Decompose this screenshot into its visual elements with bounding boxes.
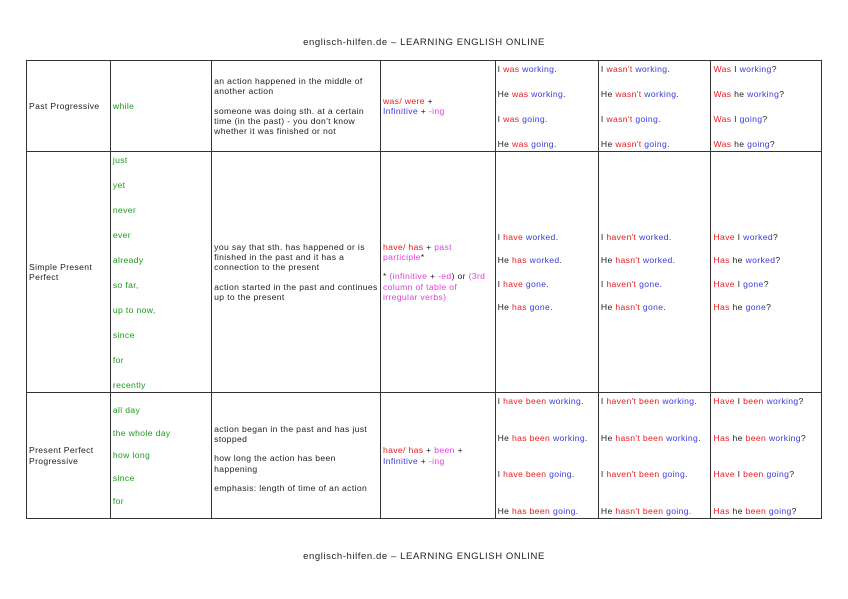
signal-word: for bbox=[112, 495, 124, 506]
signal-word: while bbox=[112, 100, 135, 111]
example-sentence bbox=[713, 64, 819, 74]
form-note-or: ) or bbox=[451, 271, 466, 282]
sentence-aux: haven't bbox=[606, 232, 637, 243]
page-header: englisch-hilfen.de – LEARNING ENGLISH ONLINE bbox=[303, 37, 545, 48]
form-note-star: * bbox=[382, 271, 387, 282]
sentence-verb: going bbox=[666, 505, 689, 516]
form-main: Infinitive bbox=[382, 106, 419, 116]
sentence-end: . bbox=[550, 301, 553, 312]
example-sentence bbox=[498, 433, 596, 443]
sentence-aux: wasn't bbox=[606, 64, 633, 74]
form-cell bbox=[380, 393, 495, 519]
use-item: action started in the past and continues up to the present bbox=[214, 282, 378, 303]
question-end: ? bbox=[791, 505, 797, 516]
question-end: ? bbox=[775, 255, 781, 266]
sentence-subject: He bbox=[600, 138, 613, 149]
sentence-subject: I bbox=[600, 396, 604, 406]
sentence-verb: going bbox=[549, 469, 572, 480]
sentence-subject: He bbox=[497, 88, 510, 99]
question-end: ? bbox=[766, 301, 772, 312]
question-end: ? bbox=[763, 278, 769, 289]
question-aux: Has bbox=[713, 505, 730, 516]
sentence-end: . bbox=[554, 64, 557, 74]
sentence-end: . bbox=[546, 278, 550, 289]
question-end: ? bbox=[771, 64, 777, 74]
example-sentence bbox=[601, 64, 709, 74]
example-sentence bbox=[601, 469, 709, 479]
sentence-end: . bbox=[667, 64, 671, 74]
signal-word: how long bbox=[112, 450, 151, 461]
signal-words-cell bbox=[110, 61, 211, 152]
sentence-aux: has been bbox=[512, 505, 551, 516]
sentence-subject: I bbox=[497, 232, 501, 243]
sentence-verb: working bbox=[662, 396, 695, 406]
form-cell bbox=[380, 152, 495, 393]
question-subject: he bbox=[732, 301, 743, 312]
example-sentence bbox=[498, 64, 596, 74]
use-item: action began in the past and has just stopped bbox=[214, 424, 368, 445]
question-end: ? bbox=[769, 138, 776, 149]
question-verb: going bbox=[739, 113, 763, 124]
example-sentence bbox=[601, 433, 709, 443]
signal-words-cell bbox=[110, 393, 211, 519]
tense-name: Present Perfect Progressive bbox=[27, 393, 111, 519]
question-subject: I bbox=[737, 469, 741, 480]
question-aux: Was bbox=[713, 88, 732, 99]
table-row-past-progressive bbox=[27, 61, 822, 152]
signal-word: all day bbox=[112, 405, 141, 415]
sentence-subject: He bbox=[600, 432, 613, 443]
sentence-end: . bbox=[663, 301, 667, 312]
sentence-end: . bbox=[668, 232, 672, 243]
signal-word: never bbox=[112, 204, 137, 215]
signal-word: already bbox=[112, 254, 144, 265]
example-sentence bbox=[601, 89, 709, 99]
sentence-subject: I bbox=[497, 396, 501, 406]
signal-word: since bbox=[112, 473, 135, 484]
sentence-aux: was bbox=[503, 113, 520, 124]
affirmative-cell bbox=[495, 152, 598, 393]
sentence-verb: going bbox=[531, 138, 554, 149]
question-verb: working bbox=[766, 396, 799, 406]
sentence-subject: He bbox=[600, 88, 613, 99]
signal-word: yet bbox=[112, 179, 126, 190]
example-sentence bbox=[713, 506, 819, 516]
example-sentence bbox=[713, 433, 819, 443]
sentence-end: . bbox=[555, 232, 559, 243]
signal-words-cell bbox=[110, 152, 211, 393]
sentence-verb: working bbox=[531, 88, 564, 99]
sentence-subject: He bbox=[600, 301, 613, 312]
signal-word: for bbox=[112, 354, 124, 365]
sentence-verb: working bbox=[522, 64, 555, 74]
form-star: * bbox=[420, 252, 425, 263]
sentence-verb: gone bbox=[529, 301, 551, 312]
sentence-end: . bbox=[667, 138, 670, 149]
signal-word: so far, bbox=[112, 279, 139, 290]
use-item: an action happened in the middle of another action bbox=[214, 75, 363, 96]
example-sentence bbox=[713, 139, 819, 149]
question-aux: Has bbox=[713, 432, 730, 443]
form-aux: have/ has bbox=[382, 242, 424, 253]
form-ending: -ing bbox=[428, 455, 445, 466]
form-plus: + bbox=[427, 95, 433, 106]
sentence-end: . bbox=[544, 113, 548, 124]
question-subject: he bbox=[732, 505, 743, 516]
sentence-subject: I bbox=[497, 278, 501, 289]
question-verb: gone bbox=[743, 278, 764, 289]
example-sentence bbox=[498, 89, 596, 99]
sentence-aux: was bbox=[512, 138, 529, 149]
negative-cell bbox=[598, 393, 711, 519]
sentence-subject: He bbox=[497, 505, 510, 516]
sentence-end: . bbox=[698, 432, 701, 443]
sentence-end: . bbox=[575, 505, 579, 516]
form-cell bbox=[380, 61, 495, 152]
example-sentence bbox=[713, 302, 819, 312]
question-end: ? bbox=[798, 396, 804, 406]
form-note-column: (3rd column of table of irregular verbs) bbox=[382, 271, 486, 302]
sentence-subject: I bbox=[600, 278, 604, 289]
sentence-subject: I bbox=[600, 232, 604, 243]
example-sentence bbox=[498, 114, 596, 124]
question-end: ? bbox=[800, 432, 807, 443]
question-verb: going bbox=[747, 138, 770, 149]
question-end: ? bbox=[779, 88, 785, 99]
form-plus: + bbox=[457, 445, 463, 456]
example-sentence bbox=[601, 255, 709, 265]
example-sentence bbox=[498, 255, 596, 265]
sentence-subject: He bbox=[600, 255, 613, 266]
signal-word: just bbox=[112, 155, 128, 165]
example-sentence bbox=[498, 139, 596, 149]
sentence-subject: I bbox=[600, 64, 604, 74]
sentence-aux: hasn't been bbox=[615, 505, 664, 516]
example-sentence bbox=[713, 396, 819, 406]
sentence-aux: haven't bbox=[606, 278, 637, 289]
sentence-subject: I bbox=[497, 469, 501, 480]
example-sentence bbox=[498, 279, 596, 289]
example-sentence bbox=[498, 469, 596, 479]
example-sentence bbox=[713, 279, 819, 289]
sentence-verb: gone bbox=[525, 278, 547, 289]
sentence-verb: working bbox=[666, 432, 699, 443]
sentence-verb: going bbox=[552, 505, 576, 516]
sentence-verb: worked bbox=[639, 232, 669, 243]
sentence-aux: wasn't bbox=[606, 113, 633, 124]
example-sentence bbox=[498, 396, 596, 406]
question-aux2: been bbox=[745, 432, 767, 443]
sentence-subject: He bbox=[497, 138, 510, 149]
sentence-verb: worked bbox=[529, 255, 560, 266]
sentence-verb: worked bbox=[525, 232, 556, 243]
question-subject: he bbox=[732, 255, 743, 266]
sentence-aux: has been bbox=[512, 432, 551, 443]
question-aux2: been bbox=[745, 505, 767, 516]
question-verb: working bbox=[768, 432, 801, 443]
example-sentence bbox=[601, 396, 709, 406]
sentence-end: . bbox=[585, 432, 588, 443]
sentence-aux: haven't been bbox=[606, 396, 660, 406]
use-cell bbox=[212, 393, 381, 519]
sentence-verb: going bbox=[644, 138, 668, 149]
question-aux: Have bbox=[713, 232, 735, 243]
example-sentence bbox=[601, 302, 709, 312]
sentence-aux: has bbox=[512, 255, 527, 266]
sentence-aux: hasn't been bbox=[615, 432, 664, 443]
question-subject: I bbox=[737, 278, 741, 289]
sentence-end: . bbox=[659, 278, 663, 289]
example-sentence bbox=[713, 89, 819, 99]
question-end: ? bbox=[762, 113, 768, 124]
table-row-simple-present-perfect bbox=[27, 152, 822, 393]
question-aux: Have bbox=[713, 396, 735, 406]
use-cell bbox=[212, 61, 381, 152]
form-main: past participle bbox=[382, 242, 452, 263]
sentence-end: . bbox=[672, 255, 676, 266]
form-note-plus: + bbox=[429, 271, 436, 282]
sentence-subject: He bbox=[497, 432, 510, 443]
example-sentence bbox=[498, 232, 596, 242]
question-subject: he bbox=[732, 432, 743, 443]
example-sentence bbox=[498, 506, 596, 516]
negative-cell bbox=[598, 152, 711, 393]
sentence-verb: working bbox=[549, 396, 582, 406]
form-main: Infinitive bbox=[382, 455, 419, 466]
form-ending: -ing bbox=[428, 106, 445, 116]
sentence-subject: I bbox=[600, 113, 604, 124]
question-aux: Was bbox=[713, 113, 732, 124]
sentence-aux: have bbox=[503, 278, 524, 289]
sentence-aux: was bbox=[512, 88, 529, 99]
question-aux: Was bbox=[713, 64, 732, 74]
form-plus: + bbox=[426, 242, 432, 253]
form-aux: was/ were bbox=[382, 95, 425, 106]
sentence-subject: He bbox=[497, 255, 510, 266]
question-subject: I bbox=[734, 113, 737, 124]
tense-name: Past Progressive bbox=[27, 61, 111, 152]
question-aux2: been bbox=[743, 469, 764, 480]
sentence-verb: going bbox=[635, 113, 659, 124]
form-note-infinitive: (infinitive bbox=[389, 271, 428, 282]
sentence-aux: have been bbox=[503, 469, 547, 480]
sentence-end: . bbox=[694, 396, 698, 406]
question-subject: he bbox=[734, 138, 745, 149]
question-verb: worked bbox=[745, 255, 776, 266]
question-aux: Have bbox=[713, 469, 735, 480]
negative-cell bbox=[598, 61, 711, 152]
sentence-subject: I bbox=[497, 113, 501, 124]
sentence-end: . bbox=[571, 469, 575, 480]
sentence-end: . bbox=[563, 88, 566, 99]
sentence-verb: gone bbox=[639, 278, 660, 289]
question-cell bbox=[711, 152, 822, 393]
sentence-end: . bbox=[688, 505, 692, 516]
question-aux: Was bbox=[713, 138, 732, 149]
page-footer: englisch-hilfen.de – LEARNING ENGLISH ONLINE bbox=[303, 551, 545, 562]
sentence-verb: working bbox=[635, 64, 668, 74]
use-item: you say that sth. has happened or is finished in the past and it has a connection to the present bbox=[214, 241, 365, 272]
sentence-aux: haven't been bbox=[606, 469, 660, 480]
question-subject: I bbox=[737, 396, 741, 406]
example-sentence bbox=[601, 506, 709, 516]
sentence-verb: going bbox=[662, 469, 686, 480]
sentence-subject: I bbox=[497, 64, 501, 74]
signal-word: the whole day bbox=[112, 427, 171, 438]
question-cell bbox=[711, 393, 822, 519]
tense-name: Simple Present Perfect bbox=[27, 152, 111, 393]
sentence-aux: has bbox=[512, 301, 527, 312]
question-subject: I bbox=[734, 64, 737, 74]
form-plus: + bbox=[426, 445, 432, 456]
signal-word: ever bbox=[112, 229, 132, 240]
question-cell bbox=[711, 61, 822, 152]
question-aux: Has bbox=[713, 255, 730, 266]
sentence-end: . bbox=[559, 255, 563, 266]
sentence-subject: He bbox=[497, 301, 510, 312]
signal-word: recently bbox=[112, 379, 146, 390]
sentence-end: . bbox=[658, 113, 661, 124]
question-end: ? bbox=[772, 232, 779, 243]
question-end: ? bbox=[789, 469, 795, 480]
tense-table bbox=[26, 60, 822, 519]
sentence-aux: hasn't bbox=[615, 255, 641, 266]
example-sentence bbox=[601, 139, 709, 149]
form-plus: + bbox=[420, 455, 427, 466]
form-been: been bbox=[434, 445, 455, 456]
use-item: someone was doing sth. at a certain time (in the past) - you don't know whether it was finished or not bbox=[214, 105, 365, 137]
sentence-verb: going bbox=[522, 113, 545, 124]
form-plus: + bbox=[420, 106, 427, 116]
question-verb: going bbox=[766, 469, 790, 480]
sentence-aux: wasn't bbox=[615, 138, 642, 149]
use-item: how long the action has been happening bbox=[214, 453, 336, 474]
sentence-end: . bbox=[685, 469, 688, 480]
sentence-aux: have been bbox=[503, 396, 547, 406]
sentence-end: . bbox=[676, 88, 680, 99]
question-subject: I bbox=[737, 232, 741, 243]
form-aux: have/ has bbox=[382, 445, 424, 456]
question-verb: going bbox=[768, 505, 792, 516]
sentence-aux: have bbox=[503, 232, 524, 243]
example-sentence bbox=[498, 302, 596, 312]
question-verb: gone bbox=[745, 301, 767, 312]
sentence-subject: He bbox=[600, 505, 613, 516]
sentence-verb: working bbox=[552, 432, 585, 443]
question-aux2: been bbox=[743, 396, 764, 406]
sentence-verb: worked bbox=[642, 255, 673, 266]
question-verb: working bbox=[739, 64, 772, 74]
sentence-aux: wasn't bbox=[615, 88, 642, 99]
example-sentence bbox=[601, 114, 709, 124]
question-aux: Has bbox=[713, 301, 730, 312]
use-item: emphasis: length of time of an action bbox=[214, 482, 368, 493]
sentence-end: . bbox=[553, 138, 557, 149]
form-note-ed: -ed bbox=[438, 271, 452, 282]
question-verb: worked bbox=[743, 232, 773, 243]
example-sentence bbox=[601, 232, 709, 242]
example-sentence bbox=[713, 469, 819, 479]
sentence-verb: gone bbox=[642, 301, 664, 312]
sentence-end: . bbox=[581, 396, 584, 406]
sentence-subject: I bbox=[600, 469, 604, 480]
example-sentence bbox=[601, 279, 709, 289]
signal-word: up to now, bbox=[112, 304, 156, 315]
signal-word: since bbox=[112, 329, 135, 340]
affirmative-cell bbox=[495, 61, 598, 152]
question-verb: working bbox=[747, 88, 780, 99]
question-subject: he bbox=[734, 88, 745, 99]
example-sentence bbox=[713, 255, 819, 265]
example-sentence bbox=[713, 114, 819, 124]
sentence-verb: working bbox=[644, 88, 677, 99]
table-row-present-perfect-progressive bbox=[27, 393, 822, 519]
sentence-aux: hasn't bbox=[615, 301, 641, 312]
question-aux: Have bbox=[713, 278, 735, 289]
use-cell bbox=[212, 152, 381, 393]
sentence-aux: was bbox=[503, 64, 520, 74]
example-sentence bbox=[713, 232, 819, 242]
affirmative-cell bbox=[495, 393, 598, 519]
